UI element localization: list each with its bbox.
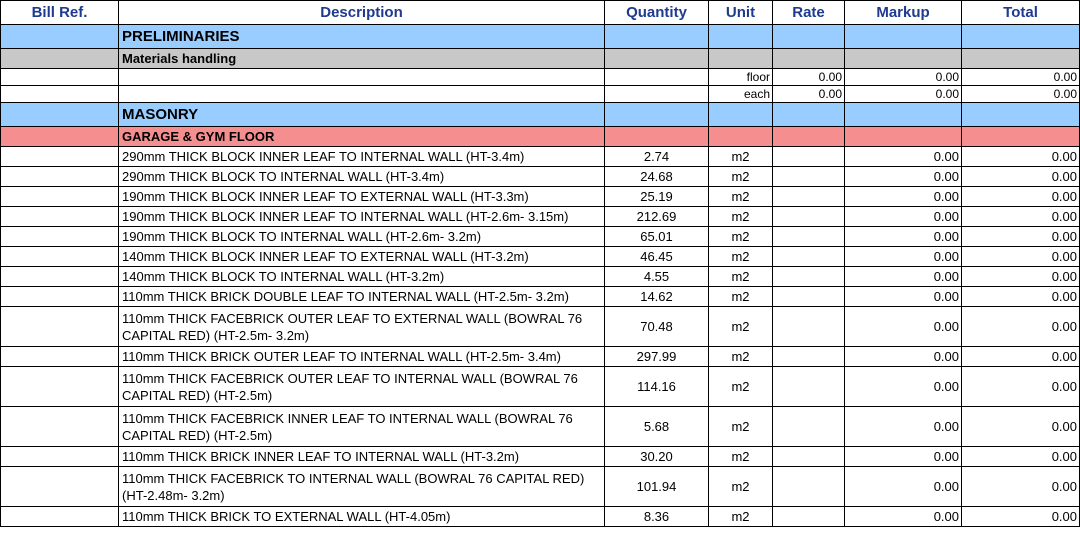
unit-cell[interactable]: m2 xyxy=(709,167,773,187)
rate-cell[interactable] xyxy=(773,287,845,307)
header-rate[interactable]: Rate xyxy=(773,1,845,25)
description-cell[interactable]: 290mm THICK BLOCK TO INTERNAL WALL (HT-3.4m) xyxy=(119,167,605,187)
unit-cell[interactable]: m2 xyxy=(709,147,773,167)
prelim-row xyxy=(1,86,1080,103)
subsection-row-materials-handling xyxy=(1,49,1080,69)
cell[interactable] xyxy=(119,69,605,86)
markup-cell[interactable]: 0.00 xyxy=(845,147,962,167)
table-row xyxy=(1,287,1080,307)
rate-cell[interactable] xyxy=(773,307,845,347)
table-row xyxy=(1,147,1080,167)
cell[interactable] xyxy=(119,86,605,103)
total-cell[interactable]: 0.00 xyxy=(962,267,1080,287)
unit-cell[interactable]: m2 xyxy=(709,347,773,367)
cell[interactable] xyxy=(773,127,845,147)
description-cell[interactable]: 140mm THICK BLOCK INNER LEAF TO EXTERNAL WALL (HT-3.2m) xyxy=(119,247,605,267)
total-cell[interactable]: 0.00 xyxy=(962,287,1080,307)
markup-cell[interactable]: 0.00 xyxy=(845,207,962,227)
cell[interactable] xyxy=(1,25,119,49)
total-cell[interactable]: 0.00 xyxy=(962,447,1080,467)
unit-cell[interactable]: m2 xyxy=(709,307,773,347)
markup-cell[interactable]: 0.00 xyxy=(845,69,962,86)
cell[interactable] xyxy=(1,69,119,86)
unit-cell[interactable]: m2 xyxy=(709,287,773,307)
bill-ref-cell[interactable] xyxy=(1,227,119,247)
cell[interactable] xyxy=(845,49,962,69)
markup-cell[interactable]: 0.00 xyxy=(845,507,962,527)
markup-cell[interactable]: 0.00 xyxy=(845,467,962,507)
rate-cell[interactable] xyxy=(773,267,845,287)
markup-cell[interactable]: 0.00 xyxy=(845,287,962,307)
cell[interactable] xyxy=(1,86,119,103)
rate-cell[interactable] xyxy=(773,207,845,227)
bill-ref-cell[interactable] xyxy=(1,307,119,347)
cell[interactable] xyxy=(605,103,709,127)
unit-cell[interactable]: m2 xyxy=(709,447,773,467)
section-row-preliminaries xyxy=(1,25,1080,49)
unit-cell[interactable]: each xyxy=(709,86,773,103)
quantity-cell[interactable]: 114.16 xyxy=(605,367,709,407)
total-cell[interactable]: 0.00 xyxy=(962,247,1080,267)
quantity-cell[interactable]: 24.68 xyxy=(605,167,709,187)
bill-ref-cell[interactable] xyxy=(1,247,119,267)
table-row xyxy=(1,167,1080,187)
prelim-row xyxy=(1,69,1080,86)
total-cell[interactable]: 0.00 xyxy=(962,167,1080,187)
bill-ref-cell[interactable] xyxy=(1,407,119,447)
header-bill-ref[interactable]: Bill Ref. xyxy=(1,1,119,25)
bill-ref-cell[interactable] xyxy=(1,367,119,407)
rate-cell[interactable] xyxy=(773,247,845,267)
quantity-cell[interactable]: 65.01 xyxy=(605,227,709,247)
rate-cell[interactable]: 0.00 xyxy=(773,86,845,103)
table-row xyxy=(1,347,1080,367)
header-quantity[interactable]: Quantity xyxy=(605,1,709,25)
header-unit[interactable]: Unit xyxy=(709,1,773,25)
cell[interactable] xyxy=(773,25,845,49)
cell[interactable] xyxy=(709,127,773,147)
markup-cell[interactable]: 0.00 xyxy=(845,86,962,103)
description-cell[interactable]: 190mm THICK BLOCK INNER LEAF TO INTERNAL WALL (HT-2.6m- 3.15m) xyxy=(119,207,605,227)
subsection-row-garage-gym xyxy=(1,127,1080,147)
cell[interactable] xyxy=(605,86,709,103)
cell[interactable] xyxy=(1,127,119,147)
total-cell[interactable]: 0.00 xyxy=(962,187,1080,207)
unit-cell[interactable]: m2 xyxy=(709,467,773,507)
quantity-cell[interactable]: 297.99 xyxy=(605,347,709,367)
cell[interactable] xyxy=(962,25,1080,49)
quantity-cell[interactable]: 101.94 xyxy=(605,467,709,507)
total-cell[interactable]: 0.00 xyxy=(962,347,1080,367)
table-row xyxy=(1,187,1080,207)
description-cell[interactable]: 110mm THICK FACEBRICK INNER LEAF TO INTERNAL WALL (BOWRAL 76 CAPITAL RED) (HT-2.5m) xyxy=(119,407,605,447)
table-row xyxy=(1,367,1080,407)
quantity-cell[interactable]: 70.48 xyxy=(605,307,709,347)
description-cell[interactable]: 190mm THICK BLOCK INNER LEAF TO EXTERNAL WALL (HT-3.3m) xyxy=(119,187,605,207)
markup-cell[interactable]: 0.00 xyxy=(845,167,962,187)
rate-cell[interactable] xyxy=(773,227,845,247)
description-cell[interactable]: 110mm THICK BRICK DOUBLE LEAF TO INTERNAL WALL (HT-2.5m- 3.2m) xyxy=(119,287,605,307)
markup-cell[interactable]: 0.00 xyxy=(845,247,962,267)
description-cell[interactable]: 190mm THICK BLOCK TO INTERNAL WALL (HT-2.6m- 3.2m) xyxy=(119,227,605,247)
cell[interactable] xyxy=(709,103,773,127)
rate-cell[interactable] xyxy=(773,347,845,367)
description-cell[interactable]: 110mm THICK FACEBRICK TO INTERNAL WALL (BOWRAL 76 CAPITAL RED) (HT-2.48m- 3.2m) xyxy=(119,467,605,507)
cell[interactable] xyxy=(962,49,1080,69)
unit-cell[interactable]: m2 xyxy=(709,247,773,267)
rate-cell[interactable] xyxy=(773,407,845,447)
quantity-cell[interactable]: 4.55 xyxy=(605,267,709,287)
bill-ref-cell[interactable] xyxy=(1,467,119,507)
header-markup[interactable]: Markup xyxy=(845,1,962,25)
quantity-cell[interactable]: 2.74 xyxy=(605,147,709,167)
quantity-cell[interactable]: 8.36 xyxy=(605,507,709,527)
cell[interactable] xyxy=(1,49,119,69)
rate-cell[interactable] xyxy=(773,447,845,467)
unit-cell[interactable]: m2 xyxy=(709,507,773,527)
bill-ref-cell[interactable] xyxy=(1,187,119,207)
markup-cell[interactable]: 0.00 xyxy=(845,447,962,467)
rate-cell[interactable] xyxy=(773,367,845,407)
table-row xyxy=(1,227,1080,247)
markup-cell[interactable]: 0.00 xyxy=(845,187,962,207)
cell[interactable] xyxy=(605,69,709,86)
bill-ref-cell[interactable] xyxy=(1,507,119,527)
bill-ref-cell[interactable] xyxy=(1,147,119,167)
section-title-masonry[interactable]: MASONRY xyxy=(119,103,605,127)
unit-cell[interactable]: m2 xyxy=(709,367,773,407)
description-cell[interactable]: 110mm THICK BRICK INNER LEAF TO INTERNAL WALL (HT-3.2m) xyxy=(119,447,605,467)
markup-cell[interactable]: 0.00 xyxy=(845,267,962,287)
quantity-cell[interactable]: 30.20 xyxy=(605,447,709,467)
table-row xyxy=(1,267,1080,287)
cell[interactable] xyxy=(1,103,119,127)
cell[interactable] xyxy=(845,25,962,49)
cell[interactable] xyxy=(709,25,773,49)
markup-cell[interactable]: 0.00 xyxy=(845,307,962,347)
total-cell[interactable]: 0.00 xyxy=(962,207,1080,227)
total-cell[interactable]: 0.00 xyxy=(962,367,1080,407)
cell[interactable] xyxy=(773,49,845,69)
rate-cell[interactable] xyxy=(773,147,845,167)
unit-cell[interactable]: m2 xyxy=(709,267,773,287)
table-row xyxy=(1,507,1080,527)
rate-cell[interactable] xyxy=(773,467,845,507)
total-cell[interactable]: 0.00 xyxy=(962,147,1080,167)
section-title-preliminaries[interactable]: PRELIMINARIES xyxy=(119,25,605,49)
bill-ref-cell[interactable] xyxy=(1,347,119,367)
section-row-masonry xyxy=(1,103,1080,127)
cell[interactable] xyxy=(845,103,962,127)
table-row xyxy=(1,307,1080,347)
description-cell[interactable]: 110mm THICK FACEBRICK OUTER LEAF TO EXTERNAL WALL (BOWRAL 76 CAPITAL RED) (HT-2.5m- 3.2m) xyxy=(119,307,605,347)
markup-cell[interactable]: 0.00 xyxy=(845,347,962,367)
table-row xyxy=(1,407,1080,447)
header-description[interactable]: Description xyxy=(119,1,605,25)
total-cell[interactable]: 0.00 xyxy=(962,86,1080,103)
quantity-cell[interactable]: 5.68 xyxy=(605,407,709,447)
cell[interactable] xyxy=(962,127,1080,147)
bill-ref-cell[interactable] xyxy=(1,287,119,307)
description-cell[interactable]: 110mm THICK BRICK OUTER LEAF TO INTERNAL WALL (HT-2.5m- 3.4m) xyxy=(119,347,605,367)
description-cell[interactable]: 110mm THICK BRICK TO EXTERNAL WALL (HT-4.05m) xyxy=(119,507,605,527)
cell[interactable] xyxy=(709,49,773,69)
rate-cell[interactable] xyxy=(773,187,845,207)
rate-cell[interactable] xyxy=(773,167,845,187)
markup-cell[interactable]: 0.00 xyxy=(845,407,962,447)
table-row xyxy=(1,247,1080,267)
subsection-title-materials-handling[interactable]: Materials handling xyxy=(119,49,605,69)
unit-cell[interactable]: m2 xyxy=(709,207,773,227)
unit-cell[interactable]: m2 xyxy=(709,187,773,207)
quantity-cell[interactable]: 14.62 xyxy=(605,287,709,307)
cell[interactable] xyxy=(605,49,709,69)
total-cell[interactable]: 0.00 xyxy=(962,69,1080,86)
unit-cell[interactable]: floor xyxy=(709,69,773,86)
bill-ref-cell[interactable] xyxy=(1,207,119,227)
table-row xyxy=(1,207,1080,227)
table-row xyxy=(1,447,1080,467)
header-total[interactable]: Total xyxy=(962,1,1080,25)
cell[interactable] xyxy=(605,127,709,147)
header-row xyxy=(1,1,1080,25)
quantity-cell[interactable]: 25.19 xyxy=(605,187,709,207)
bill-ref-cell[interactable] xyxy=(1,447,119,467)
rate-cell[interactable] xyxy=(773,507,845,527)
markup-cell[interactable]: 0.00 xyxy=(845,367,962,407)
description-cell[interactable]: 290mm THICK BLOCK INNER LEAF TO INTERNAL WALL (HT-3.4m) xyxy=(119,147,605,167)
total-cell[interactable]: 0.00 xyxy=(962,467,1080,507)
quantity-cell[interactable]: 212.69 xyxy=(605,207,709,227)
cell[interactable] xyxy=(773,103,845,127)
rate-cell[interactable]: 0.00 xyxy=(773,69,845,86)
total-cell[interactable]: 0.00 xyxy=(962,307,1080,347)
cell[interactable] xyxy=(962,103,1080,127)
total-cell[interactable]: 0.00 xyxy=(962,407,1080,447)
subsection-title-garage-gym[interactable]: GARAGE & GYM FLOOR xyxy=(119,127,605,147)
description-cell[interactable]: 110mm THICK FACEBRICK OUTER LEAF TO INTERNAL WALL (BOWRAL 76 CAPITAL RED) (HT-2.5m) xyxy=(119,367,605,407)
table-row xyxy=(1,467,1080,507)
cell[interactable] xyxy=(605,25,709,49)
description-cell[interactable]: 140mm THICK BLOCK TO INTERNAL WALL (HT-3.2m) xyxy=(119,267,605,287)
total-cell[interactable]: 0.00 xyxy=(962,227,1080,247)
cell[interactable] xyxy=(845,127,962,147)
bill-ref-cell[interactable] xyxy=(1,267,119,287)
quantity-cell[interactable]: 46.45 xyxy=(605,247,709,267)
total-cell[interactable]: 0.00 xyxy=(962,507,1080,527)
unit-cell[interactable]: m2 xyxy=(709,227,773,247)
bill-ref-cell[interactable] xyxy=(1,167,119,187)
markup-cell[interactable]: 0.00 xyxy=(845,227,962,247)
unit-cell[interactable]: m2 xyxy=(709,407,773,447)
